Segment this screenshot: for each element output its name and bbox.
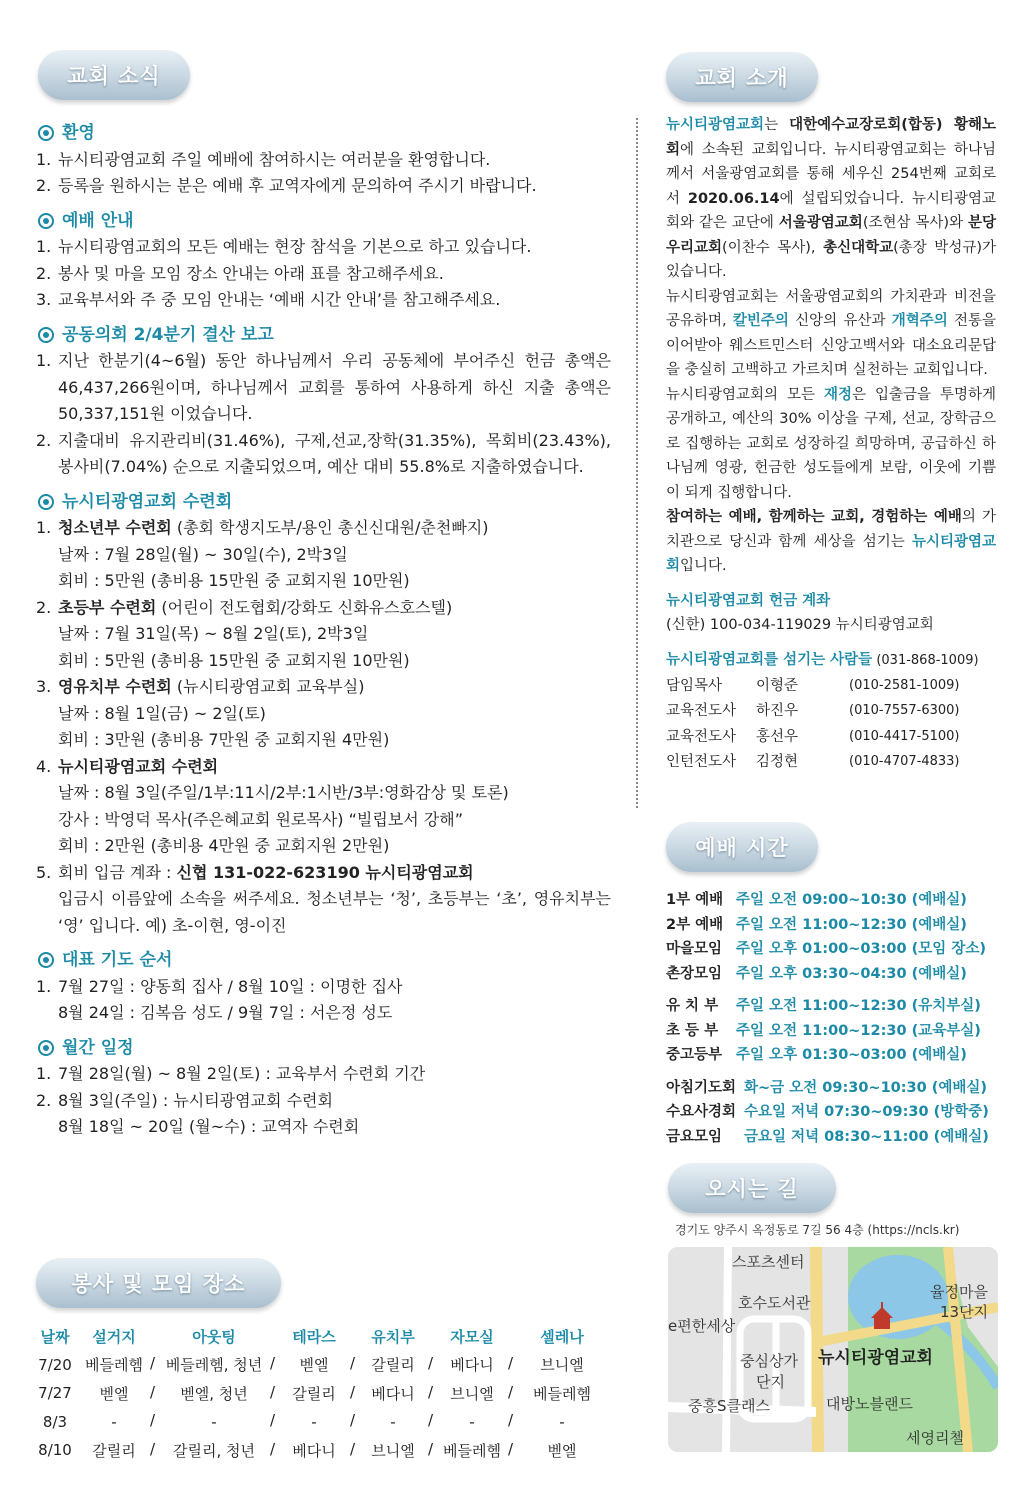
intro-paragraph: 뉴시티광염교회의 모든 재정은 입출금을 투명하게 공개하고, 예산의 30% 이상을 구제, 선교, 장학금으로 집행하는 교회로 성장하길 희망하며, 공급하신 하나님께 영광, 헌금한 성도들에게 보람, 이웃에 기쁨이 되게 집행합니다.	[666, 386, 996, 501]
deposit-note: 입금시 이름앞에 소속을 써주세요. 청소년부는 ‘청’, 초등부는 ‘초’, 영유치부는 ‘영’ 입니다. 예) 초-이현, 영-이진	[58, 889, 611, 935]
worship-row: 중고등부 주일 오후 01:30~03:00 (예배실)	[666, 1047, 967, 1063]
list-item: 1. 뉴시티광염교회 주일 예배에 참여하시는 여러분을 환영합니다.	[36, 149, 491, 169]
directions-header: 오시는 길	[668, 1163, 836, 1213]
worship-row: 초 등 부 주일 오전 11:00~12:30 (교육부실)	[666, 1022, 981, 1039]
separator-slash: /	[350, 1411, 356, 1429]
guide-heading: 예배 안내	[36, 208, 611, 235]
bullet-icon	[38, 125, 54, 141]
table-row: 인턴전도사 김정현 (010-4707-4833)	[666, 754, 960, 770]
table-separators	[36, 1350, 616, 1464]
bullet-icon	[38, 952, 54, 968]
retreat-date: 날짜 : 8월 1일(금) ~ 2일(토)	[58, 703, 266, 723]
retreat-fee: 회비 : 2만원 (총비용 4만원 중 교회지원 2만원)	[58, 836, 390, 855]
bullet-icon	[38, 327, 54, 343]
monthly-line: 8월 18일 ~ 20일 (월~수) : 교역자 수련회	[58, 1117, 360, 1136]
separator-slash: /	[428, 1354, 434, 1372]
list-item: 3. 교육부서와 주 중 모임 안내는 ‘예배 시간 안내’를 참고해주세요.	[36, 290, 501, 309]
separator-slash: /	[150, 1439, 156, 1458]
list-item: 5. 회비 입금 계좌 : 신협 131-022-623190 뉴시티광염교회	[36, 862, 474, 882]
map	[668, 1247, 998, 1452]
bullet-icon	[38, 494, 54, 510]
separator-slash: /	[150, 1354, 156, 1372]
finance-heading: 공동의회 2/4분기 결산 보고	[36, 322, 611, 349]
list-item: 2. 8월 3일(주일) : 뉴시티광염교회 수련회	[36, 1090, 333, 1110]
address: 경기도 양주시 옥정동로 7길 56 4층 (https://ncls.kr)	[675, 1223, 960, 1237]
map-label: 스포츠센터	[732, 1253, 805, 1271]
map-label: 중흥S클래스	[688, 1397, 770, 1415]
retreat-fee: 회비 : 3만원 (총비용 7만원 중 교회지원 4만원)	[58, 730, 390, 749]
account-title: 뉴시티광염교회 헌금 계좌	[666, 592, 831, 609]
worship-row: 수요사경회 수요일 저녁 07:30~09:30 (방학중)	[666, 1104, 989, 1120]
list-item: 1. 청소년부 수련회 (총회 학생지도부/용인 총신신대원/춘천빠지)	[36, 518, 489, 537]
worship-row: 2부 예배 주일 오전 11:00~12:30 (예배실)	[666, 916, 967, 933]
worship-row: 아침기도회 화~금 오전 09:30~10:30 (예배실)	[666, 1079, 988, 1096]
intro-paragraph: 뉴시티광염교회는 서울광염교회의 가치관과 비전을 공유하며, 칼빈주의 신앙의 유산과 개혁주의 전통을 이어받아 웨스트민스터 신앙고백서와 대소요리문답을 충실히 고백하고 가르치며 실천하는 교회입니다.	[666, 288, 996, 378]
service-header: 봉사 및 모임 장소	[36, 1258, 281, 1308]
list-item: 1. 7월 28일(월) ~ 8월 2일(토) : 교육부서 수련회 기간	[36, 1064, 426, 1083]
column-divider	[636, 118, 638, 808]
staff-title: 뉴시티광염교회를 섬기는 사람들	[666, 651, 873, 668]
worship-times	[666, 888, 996, 1149]
map-label: e편한세상	[668, 1317, 736, 1335]
list-item: 2. 지출대비 유지관리비(31.46%), 구제,선교,장학(31.35%), 목회비(23.43%), 봉사비(7.04%) 순으로 지출되었으며, 예산 대비 55.8%로 지출하였습니다.	[36, 430, 611, 476]
list-item: 1. 7월 27일 : 양동희 집사 / 8월 10일 : 이명한 집사	[36, 976, 403, 996]
account-number: (신한) 100-034-119029 뉴시티광염교회	[666, 617, 934, 633]
worship-header: 예배 시간	[666, 822, 818, 872]
church-phone: (031-868-1009)	[872, 652, 979, 668]
prayer-line: 8월 24일 : 김복음 성도 / 9월 7일 : 서은정 성도	[58, 1003, 393, 1022]
separator-slash: /	[428, 1382, 434, 1401]
worship-row: 1부 예배 주일 오전 09:00~10:30 (예배실)	[666, 892, 967, 908]
intro-section	[666, 113, 996, 775]
separator-slash: /	[508, 1354, 514, 1372]
separator-slash: /	[428, 1439, 434, 1458]
separator-slash: /	[508, 1411, 514, 1429]
table-row: 8/10 갈릴리 갈릴리, 청년 베다니 브니엘 베들레헴 벧엘	[38, 1441, 577, 1460]
list-item: 2. 등록을 원하시는 분은 예배 후 교역자에게 문의하여 주시기 바랍니다.	[36, 176, 537, 195]
retreat-fee: 회비 : 5만원 (총비용 15만원 중 교회지원 10만원)	[58, 650, 410, 670]
worship-row: 마을모임 주일 오후 01:00~03:00 (모임 장소)	[666, 941, 986, 957]
table-row: 7/27 벧엘 벧엘, 청년 갈릴리 베다니 브니엘 베들레헴	[38, 1384, 591, 1403]
bullet-icon	[38, 1040, 54, 1056]
separator-slash: /	[508, 1382, 514, 1401]
retreat-date: 날짜 : 7월 28일(월) ~ 30일(수), 2박3일	[58, 544, 348, 564]
table-row: 담임목사 이형준 (010-2581-1009)	[666, 677, 960, 694]
intro-paragraph: 참여하는 예배, 함께하는 교회, 경험하는 예배의 가치관으로 당신과 함께 세상을 섬기는 뉴시티광염교회입니다.	[666, 509, 996, 574]
staff-table	[666, 673, 960, 775]
welcome-heading: 환영	[36, 120, 611, 147]
separator-slash: /	[508, 1439, 514, 1458]
separator-slash: /	[350, 1354, 356, 1372]
retreat-speaker: 강사 : 박영덕 목사(주은혜교회 원로목사) “빌립보서 강해”	[58, 809, 464, 829]
table-row: 교육전도사 하진우 (010-7557-6300)	[666, 703, 960, 719]
table-header: 날짜 설거지 아웃팅 테라스 유치부 자모실 셀레나	[40, 1327, 584, 1346]
bullet-icon	[38, 213, 54, 229]
separator-slash: /	[270, 1439, 276, 1458]
retreat-date: 날짜 : 7월 31일(목) ~ 8월 2일(토), 2박3일	[58, 624, 369, 643]
prayer-heading: 대표 기도 순서	[36, 947, 611, 974]
worship-row: 유 치 부 주일 오전 11:00~12:30 (유치부실)	[666, 998, 981, 1014]
map-label: 13단지	[940, 1303, 989, 1321]
retreat-date: 날짜 : 8월 3일(주일/1부:11시/2부:1시반/3부:영화감상 및 토론)	[58, 783, 509, 802]
table-row: 교육전도사 홍선우 (010-4417-5100)	[666, 728, 960, 745]
retreat-heading: 뉴시티광염교회 수련회	[36, 489, 611, 516]
map-label: 세영리첼	[906, 1429, 964, 1447]
list-item: 3. 영유치부 수련회 (뉴시티광염교회 교육부실)	[36, 677, 365, 696]
map-label: 단지	[756, 1373, 785, 1391]
list-item: 4. 뉴시티광염교회 수련회	[36, 756, 219, 776]
intro-header: 교회 소개	[666, 52, 818, 102]
separator-slash: /	[150, 1382, 156, 1401]
separator-slash: /	[350, 1439, 356, 1458]
monthly-heading: 월간 일정	[36, 1035, 611, 1062]
table-row: 8/3 - - - - - -	[42, 1412, 565, 1431]
list-item: 1. 지난 한분기(4~6월) 동안 하나님께서 우리 공동체에 부어주신 헌금 총액은 46,437,266원이며, 하나님께서 교회를 통하여 사용하게 하신 지출 총액은 50,337,151원 이었습니다.	[36, 351, 611, 423]
separator-slash: /	[428, 1411, 434, 1429]
map-label: 율정마을	[930, 1283, 988, 1301]
news-header: 교회 소식	[38, 50, 190, 100]
map-label: 호수도서관	[738, 1294, 811, 1312]
table-row: 7/20 베들레헴 베들레헴, 청년 벧엘 갈릴리 베다니 브니엘	[38, 1355, 584, 1375]
news-section	[36, 112, 611, 1141]
list-item: 2. 초등부 수련회 (어린이 전도협회/강화도 신화유스호스텔)	[36, 597, 453, 617]
intro-paragraph: 뉴시티광염교회는 대한예수교장로회(합동) 황해노회에 소속된 교회입니다. 뉴시티광염교회는 하나님께서 서울광염교회를 통해 세우신 254번째 교회로서 2020.06.14에 설립되었습니다. 뉴시티광염교회와 같은 교단에 서울광염교회(조현삼 목사)와 분당우리교회(이찬수 목사), 총신대학교(총장 박성규)가 있습니다.	[666, 117, 996, 280]
worship-row: 촌장모임 주일 오후 03:30~04:30 (예배실)	[666, 965, 967, 982]
separator-slash: /	[150, 1411, 156, 1429]
map-label-church: 뉴시티광염교회	[818, 1348, 933, 1368]
map-label: 대방노블랜드	[826, 1395, 913, 1413]
map-label: 중심상가	[740, 1352, 798, 1370]
separator-slash: /	[350, 1382, 356, 1401]
retreat-fee: 회비 : 5만원 (총비용 15만원 중 교회지원 10만원)	[58, 571, 410, 590]
list-item: 2. 봉사 및 마을 모임 장소 안내는 아래 표를 참고해주세요.	[36, 263, 444, 283]
separator-slash: /	[270, 1354, 276, 1372]
worship-row: 금요모임 금요일 저녁 08:30~11:00 (예배실)	[666, 1128, 989, 1145]
list-item: 1. 뉴시티광염교회의 모든 예배는 현장 참석을 기본으로 하고 있습니다.	[36, 237, 532, 256]
separator-slash: /	[270, 1382, 276, 1401]
separator-slash: /	[270, 1411, 276, 1429]
